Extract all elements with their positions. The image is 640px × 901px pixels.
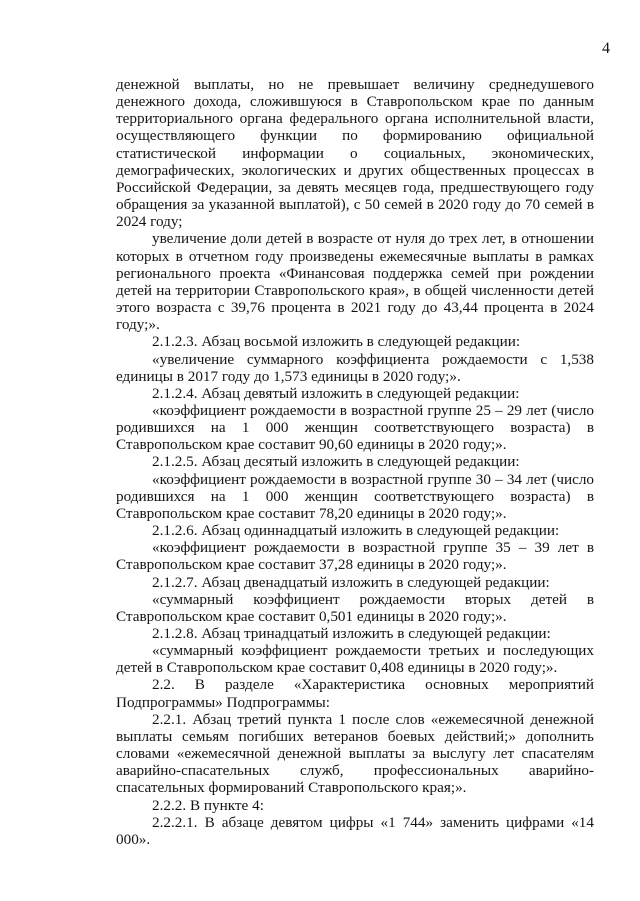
document-body [116, 76, 594, 848]
paragraph: «увеличение суммарного коэффициента рождаемости с 1,538 единицы в 2017 году до 1,573 единицы в 2020 году;». [116, 350, 594, 385]
paragraph: 2.1.2.4. Абзац девятый изложить в следующей редакции: [152, 384, 520, 402]
paragraph: 2.1.2.3. Абзац восьмой изложить в следующей редакции: [152, 333, 521, 351]
paragraph: 2.1.2.8. Абзац тринадцатый изложить в следующей редакции: [152, 625, 551, 642]
paragraph: «суммарный коэффициент рождаемости третьих и последующих детей в Ставропольском крае составит 0,408 единицы в 2020 году;». [116, 642, 594, 677]
paragraph: 2.2. В разделе «Характеристика основных мероприятий Подпрограммы» Подпрограммы: [116, 676, 594, 711]
paragraph: «коэффициент рождаемости в возрастной группе 35 – 39 лет в Ставропольском крае составит 37,28 единицы в 2020 году;». [116, 539, 594, 574]
paragraph: «суммарный коэффициент рождаемости вторых детей в Ставропольском крае составит 0,501 единицы в 2020 году;». [116, 590, 594, 625]
paragraph: 2.1.2.6. Абзац одиннадцатый изложить в следующей редакции: [152, 522, 560, 540]
paragraph: 2.2.1. Абзац третий пункта 1 после слов «ежемесячной денежной выплаты семьям погибших ветеранов боевых действий;» дополнить словами «ежемесячной денежной выплаты за выслугу лет спасателям аварийно-спасательных служб, профессиональных аварийно-спасательных формирований Ставропольского края;». [116, 710, 594, 797]
paragraph: 2.2.2. В пункте 4: [152, 796, 264, 814]
paragraph: денежной выплаты, но не превышает величину среднедушевого денежного дохода, сложившуюся в Ставропольском крае по данным территориального органа федерального органа исполнительной власти, осуществляющего функции по формированию официальной статистической информации о социальных, экономических, демографических, экологических и других общественных процессах в Российской Федерации, за девять месяцев года, предшествующего году обращения за указанной выплатой), с 50 семей в 2020 году до 70 семей в 2024 году; [116, 76, 594, 231]
paragraph: «коэффициент рождаемости в возрастной группе 25 – 29 лет (число родившихся на 1 000 женщин соответствующего возраста) в Ставропольском крае составит 90,60 единицы в 2020 году;». [116, 401, 594, 454]
paragraph: 2.1.2.7. Абзац двенадцатый изложить в следующей редакции: [152, 573, 550, 591]
paragraph: «коэффициент рождаемости в возрастной группе 30 – 34 лет (число родившихся на 1 000 женщин соответствующего возраста) в Ставропольском крае составит 78,20 единицы в 2020 году;». [116, 470, 594, 522]
paragraph: увеличение доли детей в возрасте от нуля до трех лет, в отношении которых в отчетном году произведены ежемесячные выплаты в рамках регионального проекта «Финансовая поддержка семей при рождении детей на территории Ставропольского края», в общей численности детей этого возраста с 39,76 процента в 2021 году до 43,44 процента в 2024 году;». [116, 230, 594, 334]
paragraph: 2.2.2.1. В абзаце девятом цифры «1 744» заменить цифрами «14 000». [116, 813, 594, 848]
paragraph: 2.1.2.5. Абзац десятый изложить в следующей редакции: [152, 453, 520, 471]
page-number: 4 [602, 40, 610, 57]
